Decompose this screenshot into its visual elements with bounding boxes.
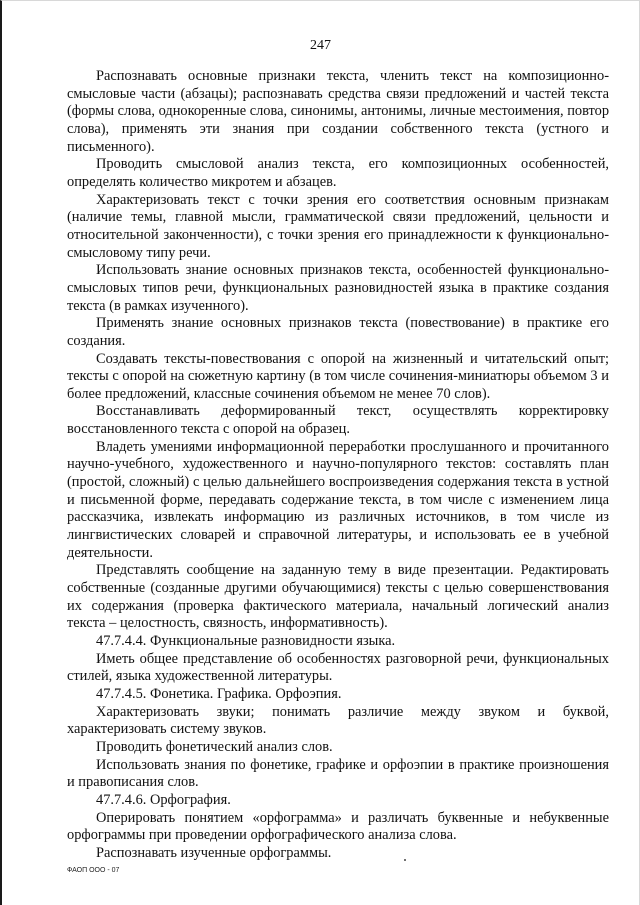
section-heading-orthography: 47.7.4.6. Орфография. [96,791,231,808]
scan-speck [404,859,406,861]
page-number: 247 [310,38,331,53]
paragraph-general-idea: Иметь общее представление об особенностях разговорной речи, функциональных стилей, языка художественной литературы. [67,650,609,685]
paragraph-text-features: Распознавать основные признаки текста, членить текст на композиционно-смысловые части (абзацы); распознавать средства связи предложений и частей текста (формы слова, однокоренные слова, синонимы, антонимы, личные местоимения, повтор слова), применять эти знания при создании собственного текста (устного и письменного). [67,68,610,155]
footer-document-code: ФАОП ООО - 07 [67,867,120,874]
section-heading-functional-varieties: 47.7.4.4. Функциональные разновидности языка. [96,633,396,649]
paragraph-presentation: Представлять сообщение на заданную тему в виде презентации. Редактировать собственные (созданные другими обучающимися) тексты с целью совершенствования их содержания (проверка фактического материала, начальный логический анализ текста – целостность, связность, информативность). [67,562,609,632]
paragraph-apply-knowledge: Применять знание основных признаков текста (повествование) в практике его создания. [67,315,609,349]
paragraph-characterize-sounds: Характеризовать звуки; понимать различие между звуком и буквой, характеризовать систему звуков. [67,703,609,738]
section-heading-phonetics: 47.7.4.5. Фонетика. Графика. Орфоэпия. [96,685,342,702]
document-body [67,68,609,863]
paragraph-information-processing: Владеть умениями информационной переработки прослушанного и прочитанного научно-учебного, художественного и научно-популярного текстов: составлять план (простой, сложный) с целью дальнейшего воспроизведения содержания текста в устной и письменной форме, передавать содержание текста, в том числе с изменением лица рассказчика, извлекать информацию из различных источников, в том числе из лингвистических словарей и справочной литературы, и использовать ее в учебной деятельности. [67,438,609,561]
paragraph-restore-text: Восстанавливать деформированный текст, осуществлять корректировку восстановленного текста с опорой на образец. [67,403,609,438]
paragraph-recognize-orthograms: Распознавать изученные орфограммы. [96,844,332,861]
paragraph-characterize-text: Характеризовать текст с точки зрения его соответствия основным признакам (наличие темы, главной мысли, грамматической связи предложений, цельности и относительной законченности), с точки зрения его принадлежности к функционально-смысловому типу речи. [67,191,609,261]
paragraph-semantic-analysis: Проводить смысловой анализ текста, его композиционных особенностей, определять количество микротем и абзацев. [67,156,609,190]
paragraph-create-texts: Создавать тексты-повествования с опорой на жизненный и читательский опыт; тексты с опорой на сюжетную картину (в том числе сочинения-миниатюры объемом 3 и более предложений, классные сочинения объемом не менее 70 слов). [67,350,609,402]
paragraph-use-knowledge: Использовать знание основных признаков текста, особенностей функционально-смысловых типов речи, функциональных разновидностей языка в практике создания текста (в рамках изученного). [67,262,609,314]
paragraph-phonetic-analysis: Проводить фонетический анализ слов. [96,738,333,755]
paragraph-orthogram-concept: Оперировать понятием «орфограмма» и различать буквенные и небуквенные орфограммы при проведении орфографического анализа слова. [67,809,609,844]
paragraph-use-phonetics: Использовать знания по фонетике, графике и орфоэпии в практике произношения и правописания слов. [67,756,609,791]
